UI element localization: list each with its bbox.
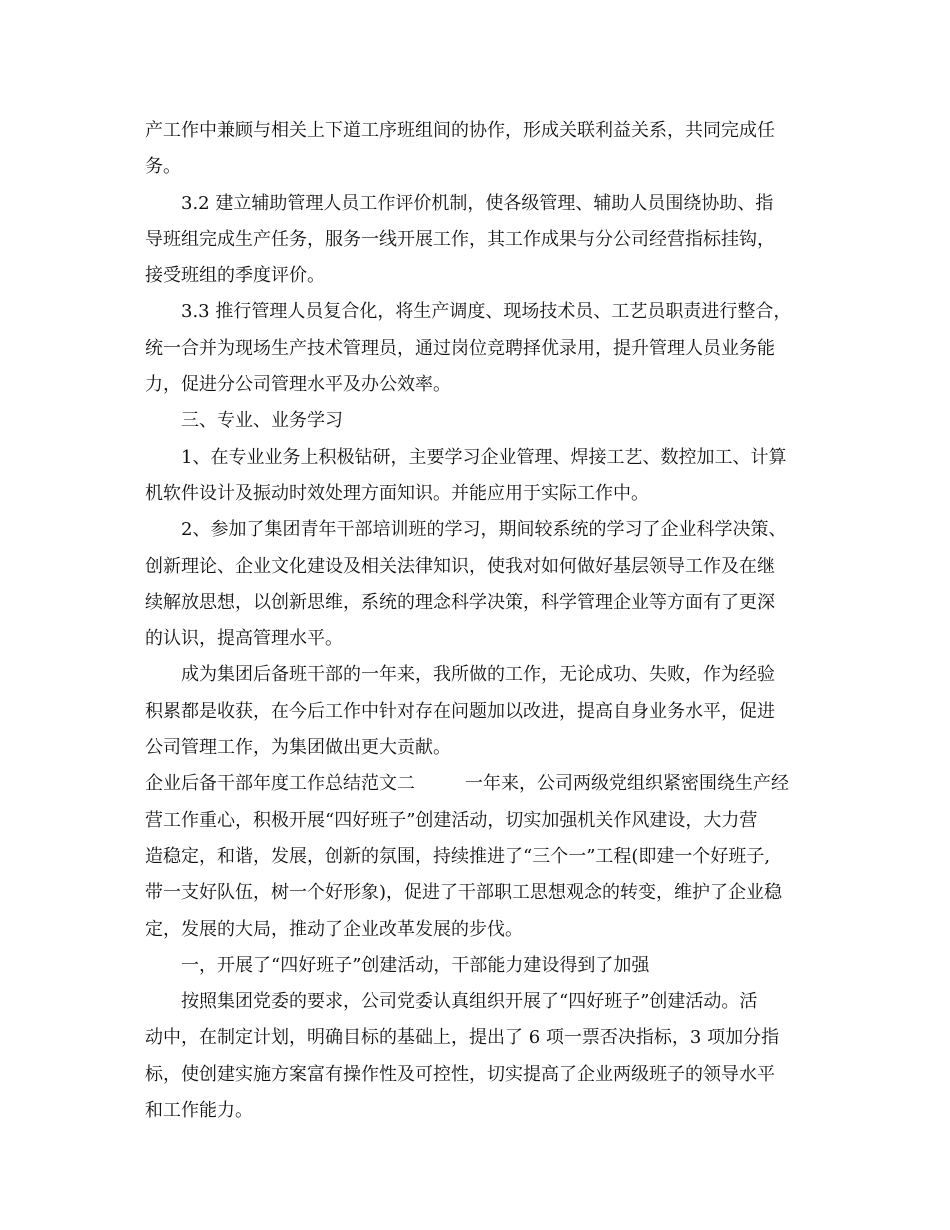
text-line: 统一合并为现场生产技术管理员，通过岗位竞聘择优录用，提升管理人员业务能 xyxy=(145,337,775,359)
text-line: 力，促进分公司管理水平及办公效率。 xyxy=(145,374,451,396)
text-line: 创新理论、企业文化建设及相关法律知识，使我对如何做好基层领导工作及在继 xyxy=(145,555,775,577)
text-line: 成为集团后备班干部的一年来，我所做的工作，无论成功、失败，作为经验 xyxy=(181,664,775,686)
text-line: 造稳定，和谐，发展，创新的氛围，持续推进了“三个一”工程(即建一个好班子, xyxy=(145,845,771,867)
text-line: 公司管理工作，为集团做出更大贡献。 xyxy=(145,737,451,759)
text-line: 和工作能力。 xyxy=(145,1100,253,1122)
text-line: 续解放思想，以创新思维，系统的理念科学决策，科学管理企业等方面有了更深 xyxy=(145,591,775,613)
section-heading: 一，开展了“四好班子”创建活动，干部能力建设得到了加强 xyxy=(181,954,650,976)
text-line: 标，使创建实施方案富有操作性及可控性，切实提高了企业两级班子的领导水平 xyxy=(145,1063,775,1085)
text-line: 3.3 推行管理人员复合化，将生产调度、现场技术员、工艺员职责进行整合， xyxy=(181,301,792,323)
document-body xyxy=(0,113,950,1129)
text-line: 定，发展的大局，推动了企业改革发展的步伐。 xyxy=(145,918,523,940)
text-line: 的认识，提高管理水平。 xyxy=(145,628,343,650)
text-line: 1、在专业业务上积极钻研，主要学习企业管理、焊接工艺、数控加工、计算 xyxy=(181,446,787,468)
text-line: 接受班组的季度评价。 xyxy=(145,265,325,287)
text-line: 2、参加了集团青年干部培训班的学习，期间较系统的学习了企业科学决策、 xyxy=(181,519,787,541)
text-line: 动中，在制定计划，明确目标的基础上，提出了 6 项一票否决指标，3 项加分指 xyxy=(145,1027,780,1049)
section-heading: 三、专业、业务学习 xyxy=(181,410,343,432)
text-line: 按照集团党委的要求，公司党委认真组织开展了“四好班子”创建活动。活 xyxy=(181,991,758,1013)
text-line: 产工作中兼顾与相关上下道工序班组间的协作，形成关联利益关系，共同完成任 xyxy=(145,120,775,141)
text-line: 导班组完成生产任务，服务一线开展工作，其工作成果与分公司经营指标挂钩， xyxy=(145,228,775,250)
article-title-line xyxy=(145,766,950,802)
text-line: 一年来，公司两级党组织紧密围绕生产经 xyxy=(465,773,789,795)
text-line: 积累都是收获，在今后工作中针对存在问题加以改进，提高自身业务水平，促进 xyxy=(145,700,775,722)
text-line: 机软件设计及振动时效处理方面知识。并能应用于实际工作中。 xyxy=(145,482,649,504)
article-title: 企业后备干部年度工作总结范文二 xyxy=(145,773,415,795)
text-line: 务。 xyxy=(145,156,181,178)
text-line: 3.2 建立辅助管理人员工作评价机制，使各级管理、辅助人员围绕协助、指 xyxy=(181,192,774,214)
text-line: 带一支好队伍，树一个好形象)，促进了干部职工思想观念的转变，维护了企业稳 xyxy=(145,882,783,904)
text-line: 营工作重心，积极开展“四好班子”创建活动，切实加强机关作风建设，大力营 xyxy=(145,809,758,831)
